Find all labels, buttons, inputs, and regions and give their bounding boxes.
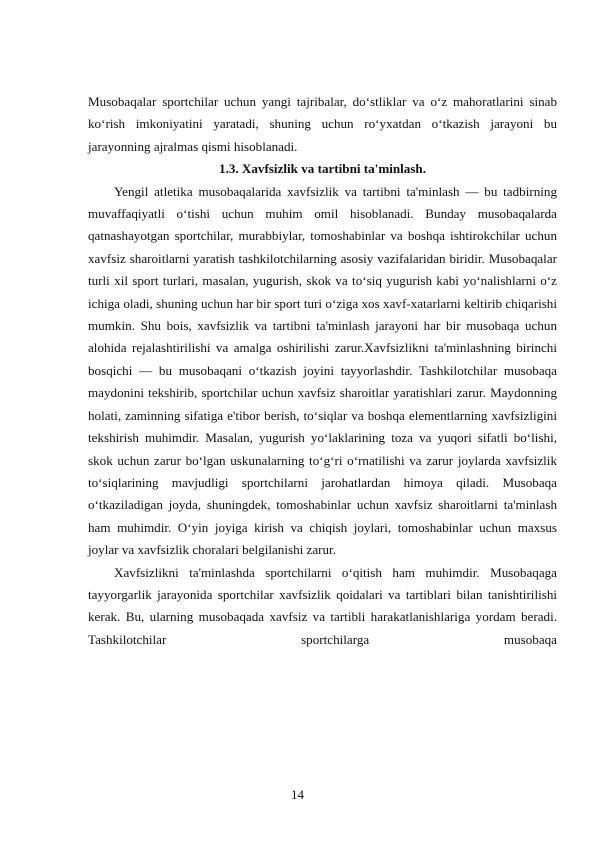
paragraph-intro: Musobaqalar sportchilar uchun yangi tajribalar, do‘stliklar va o‘z mahoratlarini sinab ko‘rish imkoniyatini yaratadi, shuning uchun ro‘yxatdan o‘tkazish jarayoni bu jarayonning ajralmas qismi hisoblanadi. — [88, 94, 557, 154]
paragraph-athlete-training: Xavfsizlikni ta'minlashda sportchilarni o‘qitish ham muhimdir. Musobaqaga tayyorgarlik jarayonida sportchilar xavfsizlik qoidalari va tartiblari bilan tanishtirilishi kerak. Bu, ularning musobaqada xavfsiz va tartibli harakatlanishlariga yordam beradi. Tashkilotchilar sportchilarga musobaqa — [88, 564, 557, 647]
paragraph-safety-overview: Yengil atletika musobaqalarida xavfsizlik va tartibni ta'minlash — bu tadbirning muvaffaqiyatli o‘tishi uchun muhim omil hisoblanadi. Bunday musobaqalarda qatnashayotgan sportchilar, murabbiylar, tomoshabinlar va boshqa ishtirokchilar uchun xavfsiz sharoitlarni yaratish tashkilotchilarning asosiy vazifalaridan biridir. Musobaqalar turli xil sport turlari, masalan, yugurish, skok va to‘siq yugurish kabi yo‘nalishlarni o‘z ichiga oladi, shuning uchun har bir sport turi o‘ziga xos xavf-xatarlarni keltirib chiqarishi mumkin. Shu bois, xavfsizlik va tartibni ta'minlash jarayoni har bir musobaqa uchun alohida rejalashtirilishi va amalga oshirilishi zarur.Xavfsizlikni ta'minlashning birinchi bosqichi — bu musobaqani o‘tkazish joyini tayyorlashdir. Tashkilotchilar musobaqa maydonini tekshirib, sportchilar uchun xavfsiz sharoitlar yaratishlari zarur. Maydonning holati, zaminning sifatiga e'tibor berish, to‘siqlar va boshqa elementlarning xavfsizligini tekshirish muhimdir. Masalan, yugurish yo‘laklarining toza va yuqori sifatli bo‘lishi, skok uchun zarur bo‘lgan uskunalarning to‘g‘ri o‘rnatilishi va zarur joylarda xavfsizlik to‘siqlarining mavjudligi sportchilarni jarohatlardan himoya qiladi. Musobaqa o‘tkaziladigan joyda, shuningdek, tomoshabinlar uchun xavfsiz sharoitlarni ta'minlash ham muhimdir. O‘yin joyiga kirish va chiqish joylari, tomoshabinlar uchun maxsus joylar va xavfsizlik choralari belgilanishi zarur. — [88, 183, 557, 558]
section-heading: 1.3. Xavfsizlik va tartibni ta'minlash. — [219, 161, 426, 177]
body-text — [88, 91, 557, 651]
page-number: 14 — [290, 787, 305, 802]
